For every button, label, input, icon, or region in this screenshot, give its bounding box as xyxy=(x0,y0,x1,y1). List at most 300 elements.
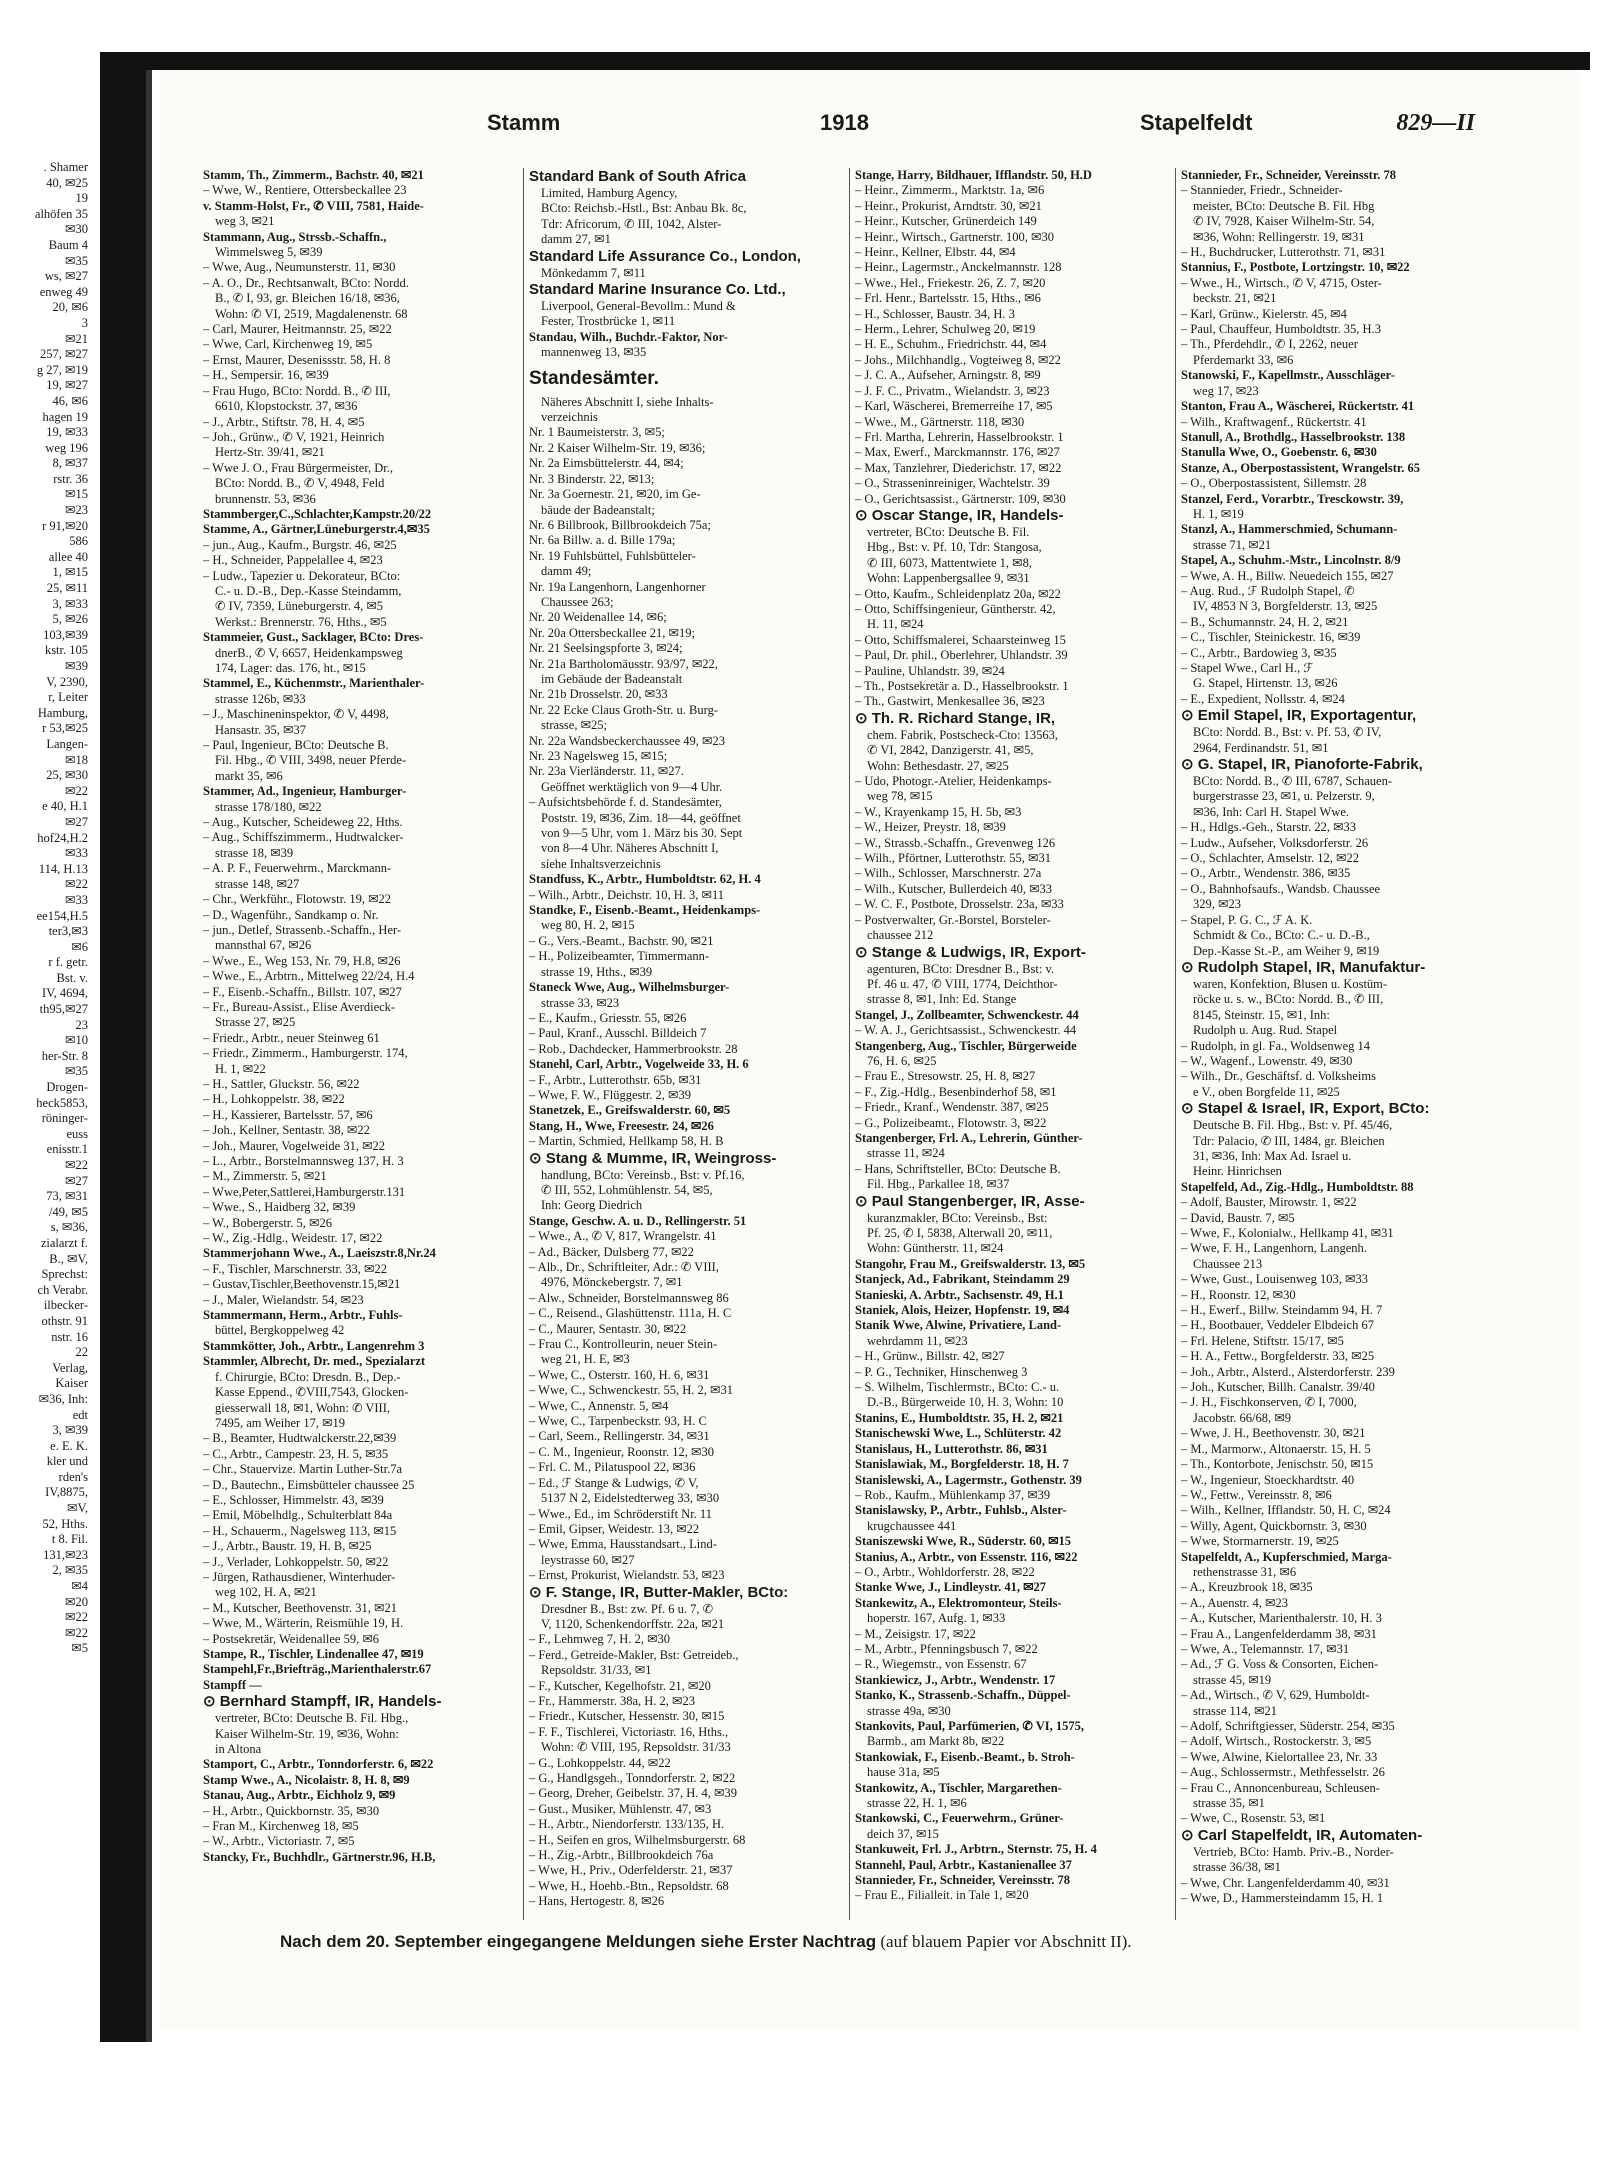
directory-entry-line: – Wwe., Hel., Friekestr. 26, Z. 7, ✉20 xyxy=(855,275,1046,290)
directory-entry-line: – Wwe, Alwine, Kielortallee 23, Nr. 33 xyxy=(1181,1749,1378,1764)
directory-entry-line: – Wwe, A. H., Billw. Neuedeich 155, ✉27 xyxy=(1181,568,1394,583)
directory-entry-line: – H., Arbtr., Quickbornstr. 35, ✉30 xyxy=(203,1803,380,1818)
directory-entry-line: – Adolf, Bauster, Mirowstr. 1, ✉22 xyxy=(1181,1195,1357,1210)
directory-entry-line: Stanze, A., Oberpostassistent, Wrangelstr. 65 xyxy=(1181,460,1421,475)
fragment-line: ✉15 xyxy=(65,487,88,502)
directory-entry-line: – Wwe, F. W., Flüggestr. 2, ✉39 xyxy=(529,1087,692,1102)
directory-entry-line: Hbg., Bst: v. Pf. 10, Tdr: Stangosa, xyxy=(867,540,1042,555)
fragment-line: hagen 19 xyxy=(42,409,88,424)
directory-entry-line: – Rudolph, in gl. Fa., Woldsenweg 14 xyxy=(1181,1038,1371,1053)
directory-entry-line: – C., Arbtr., Bardowieg 3, ✉35 xyxy=(1181,645,1337,660)
directory-entry-line: H. 1, ✉19 xyxy=(1193,506,1244,521)
directory-entry-line: – W., Wagenf., Lowenstr. 49, ✉30 xyxy=(1181,1053,1353,1068)
directory-entry-line: Stampff — xyxy=(203,1677,262,1692)
directory-entry-line: BCto: Nordd. B., Bst: v. Pf. 53, ✆ IV, xyxy=(1193,725,1382,740)
directory-entry-line: Staniek, Alois, Heizer, Hopfenstr. 19, ✉4 xyxy=(855,1303,1070,1318)
fragment-line: s, ✉36, xyxy=(50,1220,88,1235)
directory-entry-line: – Hans, Hertogestr. 8, ✉26 xyxy=(529,1894,665,1909)
directory-entry-line: v. Stamm-Holst, Fr., ✆ VIII, 7581, Haide- xyxy=(203,198,424,213)
directory-entry-line: – Wwe, Emma, Hausstandsart., Lind- xyxy=(529,1537,717,1552)
fragment-line: IV, 4694, xyxy=(42,986,88,1001)
directory-entry-line: Stankewitz, A., Elektromonteur, Steils- xyxy=(855,1595,1062,1610)
fragment-line: allee 40 xyxy=(48,549,88,564)
directory-entry-line: – Ernst, Prokurist, Wielandstr. 53, ✉23 xyxy=(529,1568,725,1583)
directory-entry-line: Nr. 23 Nagelsweg 15, ✉15; xyxy=(529,749,668,763)
directory-entry-line: – C., Maurer, Sentastr. 30, ✉22 xyxy=(529,1321,687,1336)
fragment-line: th95,✉27 xyxy=(39,1002,88,1017)
directory-entry-line: Dresdner B., Bst: zw. Pf. 6 u. 7, ✆ xyxy=(541,1601,714,1616)
directory-entry-line: Nr. 3a Goernestr. 21, ✉20, im Ge- xyxy=(529,487,701,502)
fragment-line: ee154,H.5 xyxy=(36,908,88,923)
directory-entry-line: – H., Schlosser, Baustr. 34, H. 3 xyxy=(855,306,1015,321)
directory-entry-line: H. 11, ✉24 xyxy=(867,617,924,632)
directory-entry-line: – Fr., Bureau-Assist., Elise Averdieck- xyxy=(203,999,396,1014)
directory-entry-line: – Wwe., E., Arbtrn., Mittelweg 22/24, H.4 xyxy=(203,969,415,984)
directory-entry-line: – Postverwalter, Gr.-Borstel, Borsteler- xyxy=(855,912,1051,927)
directory-entry-line: – J. C. A., Aufseher, Arningstr. 8, ✉9 xyxy=(855,368,1041,383)
directory-entry-line: – H., Roonstr. 12, ✉30 xyxy=(1181,1287,1296,1302)
directory-entry-line: – Wwe, C., Schwenckestr. 55, H. 2, ✉31 xyxy=(529,1383,733,1398)
directory-entry-line: – M., Arbtr., Pfenningsbusch 7, ✉22 xyxy=(855,1641,1038,1656)
directory-entry-line: – G., Vers.-Beamt., Bachstr. 90, ✉21 xyxy=(529,933,714,948)
fragment-line: r 91,✉20 xyxy=(42,518,88,533)
directory-entry-line: – Wilh., Kraftwagenf., Rückertstr. 41 xyxy=(1181,414,1367,429)
directory-entry-line: – Wwe, Carl, Kirchenweg 19, ✉5 xyxy=(203,337,373,352)
fragment-line: e. E. K. xyxy=(50,1438,88,1453)
directory-entry-line: BCto: Reichsb.-Hstl., Bst: Anbau Bk. 8c, xyxy=(541,201,747,216)
directory-entry-line: Stamp Wwe., A., Nicolaistr. 8, H. 8, ✉9 xyxy=(203,1772,410,1787)
directory-entry-line: ⊙ Paul Stangenberger, IR, Asse- xyxy=(855,1192,1085,1210)
directory-entry-line: D.-B., Bürgerweide 10, H. 3, Wohn: 10 xyxy=(867,1395,1064,1410)
directory-entry-line: Stanau, Aug., Arbtr., Eichholz 9, ✉9 xyxy=(203,1788,396,1803)
directory-entry-line: 329, ✉23 xyxy=(1193,897,1241,912)
directory-entry-line: – H., Zig.-Arbtr., Billbrookdeich 76a xyxy=(529,1848,714,1863)
directory-entry-line: Standau, Wilh., Buchdr.-Faktor, Nor- xyxy=(529,329,728,344)
directory-entry-line: – Joh., Kellner, Sentastr. 38, ✉22 xyxy=(203,1123,370,1138)
fragment-line: ✉4 xyxy=(71,1579,88,1594)
directory-entry-line: – Aug., Schiffszimmerm., Hudtwalcker- xyxy=(203,830,404,845)
directory-entry-line: – W., Zig.-Hdlg., Weidestr. 17, ✉22 xyxy=(203,1231,383,1246)
directory-entry-line: ⊙ Stapel & Israel, IR, Export, BCto: xyxy=(1181,1100,1430,1118)
directory-entry-line: – E., Kaufm., Griesstr. 55, ✉26 xyxy=(529,1010,687,1025)
directory-entry-line: – Ad., ℱ G. Voss & Consorten, Eichen- xyxy=(1181,1657,1379,1672)
directory-entry-line: – W., Strassb.-Schaffn., Grevenweg 126 xyxy=(855,835,1056,850)
fragment-line: 586 xyxy=(69,534,88,549)
directory-entry-line: – Paul, Chauffeur, Humboldtstr. 35, H.3 xyxy=(1181,322,1381,337)
directory-entry-line: Mönkedamm 7, ✉11 xyxy=(541,265,646,280)
directory-entry-line: – J. F. C., Privatm., Wielandstr. 3, ✉23 xyxy=(855,383,1050,398)
scan-edge-top xyxy=(100,52,1590,70)
column-divider xyxy=(849,168,850,1920)
directory-entry-line: Stamme, A., Gärtner,Lüneburgerstr.4,✉35 xyxy=(203,522,430,537)
directory-entry-line: Nr. 2a Eimsbüttelerstr. 44, ✉4; xyxy=(529,456,684,471)
directory-entry-line: Stanislewski, A., Lagermstr., Gothenstr. 39 xyxy=(855,1472,1082,1487)
directory-entry-line: Stanton, Frau A., Wäscherei, Rückertstr. 41 xyxy=(1181,399,1415,414)
directory-entry-line: ⊙ Oscar Stange, IR, Handels- xyxy=(855,506,1064,524)
directory-entry-line: – Karl, Grünw., Kielerstr. 45, ✉4 xyxy=(1181,306,1347,321)
directory-entry-line: mannsthal 67, ✉26 xyxy=(215,938,312,953)
fragment-line: 73, ✉31 xyxy=(46,1189,88,1204)
footer-notice: Nach dem 20. September eingegangene Meldungen siehe Erster Nachtrag xyxy=(280,1932,877,1951)
directory-entry-line: Kaiser Wilhelm-Str. 19, ✉36, Wohn: xyxy=(215,1726,399,1741)
column-divider xyxy=(1175,168,1176,1920)
directory-entry-line: – Max, Tanzlehrer, Diederichstr. 17, ✉22 xyxy=(855,460,1062,475)
directory-entry-line: – Heinr., Prokurist, Arndtstr. 30, ✉21 xyxy=(855,198,1042,213)
directory-entry-line: Stamport, C., Arbtr., Tonndorferstr. 6, ✉22 xyxy=(203,1757,434,1772)
directory-entry-line: – Wwe, C., Tarpenbeckstr. 93, H. C xyxy=(529,1414,707,1429)
fragment-line: 25, ✉30 xyxy=(46,768,88,783)
fragment-line: Bst. v. xyxy=(56,970,88,985)
directory-entry-line: – H., Kassierer, Bartelsstr. 57, ✉6 xyxy=(203,1107,373,1122)
header-year: 1918 xyxy=(820,110,869,135)
directory-entry-line: büttel, Bergkoppelweg 42 xyxy=(215,1323,345,1338)
directory-entry-line: Standard Life Assurance Co., London, xyxy=(529,247,801,265)
directory-entry-line: strasse 126b, ✉33 xyxy=(215,691,306,706)
directory-entry-line: damm 27, ✉1 xyxy=(541,232,611,247)
fragment-line: ✉30 xyxy=(65,222,88,237)
directory-entry-line: – Wwe, C., Rosenstr. 53, ✉1 xyxy=(1181,1811,1326,1826)
directory-entry-line: Staniszewski Wwe, R., Süderstr. 60, ✉15 xyxy=(855,1534,1072,1549)
directory-entry-line: chaussee 212 xyxy=(867,928,934,943)
directory-entry-line: burgerstrasse 23, ✉1, u. Pelzerstr. 9, xyxy=(1193,789,1375,804)
directory-entry-line: – J., Maschineninspektor, ✆ V, 4498, xyxy=(203,707,389,722)
directory-entry-line: – Paul, Dr. phil., Oberlehrer, Uhlandstr. 39 xyxy=(855,648,1068,663)
directory-entry-line: strasse 33, ✉23 xyxy=(541,995,620,1010)
directory-columns xyxy=(203,168,1483,1920)
directory-entry-line: – O., Arbtr., Wohldorferstr. 28, ✉22 xyxy=(855,1564,1035,1579)
directory-entry-line: – Frl. Helene, Stiftstr. 15/17, ✉5 xyxy=(1181,1333,1344,1348)
directory-entry-line: H. 1, ✉22 xyxy=(215,1061,266,1076)
directory-entry-line: Chaussee 213 xyxy=(1193,1256,1263,1271)
directory-entry-line: strasse 49a, ✉30 xyxy=(867,1703,951,1718)
directory-entry-line: 31, ✉36, Inh: Max Ad. Israel u. xyxy=(1193,1148,1352,1163)
directory-entry-line: – E., Expedient, Nollsstr. 4, ✉24 xyxy=(1181,691,1345,706)
directory-entry-line: – Frau E., Filialleit. in Tale 1, ✉20 xyxy=(855,1888,1029,1903)
directory-entry-line: 2964, Ferdinandstr. 51, ✉1 xyxy=(1193,740,1329,755)
directory-column-2 xyxy=(529,168,843,1920)
directory-entry-line: bäude der Badeanstalt; xyxy=(541,502,655,517)
directory-entry-line: – H. E., Schuhm., Friedrichstr. 44, ✉4 xyxy=(855,337,1047,352)
directory-entry-line: 7495, am Weiher 17, ✉19 xyxy=(215,1415,346,1430)
directory-entry-line: B., ✆ I, 93, gr. Bleichen 16/18, ✉36, xyxy=(215,291,400,306)
fragment-line: edt xyxy=(72,1407,88,1422)
fragment-line: 20, ✉6 xyxy=(52,300,88,315)
directory-entry-line: – F., Lehmweg 7, H. 2, ✉30 xyxy=(529,1632,671,1647)
directory-entry-line: – Frau A., Langenfelderdamm 38, ✉31 xyxy=(1181,1626,1377,1641)
directory-entry-line: – B., Beamter, Hudtwalckerstr.22,✉39 xyxy=(203,1431,397,1446)
directory-entry-line: weg 21, H. E, ✉3 xyxy=(541,1352,630,1367)
directory-entry-line: Nr. 2 Kaiser Wilhelm-Str. 19, ✉36; xyxy=(529,440,706,455)
directory-entry-line: e V., oben Borgfelde 11, ✉25 xyxy=(1193,1084,1340,1099)
directory-entry-line: verzeichnis xyxy=(541,410,598,425)
directory-entry-line: – Frl. Henr., Bartelsstr. 15, Hths., ✉6 xyxy=(855,291,1041,306)
directory-entry-line: – Ad., Wirtsch., ✆ V, 629, Humboldt- xyxy=(1181,1688,1370,1703)
directory-entry-line: Stannius, F., Postbote, Lortzingstr. 10, ✉22 xyxy=(1181,260,1410,275)
directory-entry-line: Tdr: Palacio, ✆ III, 1484, gr. Bleichen xyxy=(1193,1133,1385,1148)
directory-entry-line: – H., Sempersir. 16, ✉39 xyxy=(203,368,329,383)
directory-column-1 xyxy=(203,168,517,1920)
directory-entry-line: – Joh., Grünw., ✆ V, 1921, Heinrich xyxy=(203,429,385,444)
fragment-line: 19 xyxy=(75,191,88,206)
directory-entry-line: siehe Inhaltsverzeichnis xyxy=(541,856,661,871)
fragment-line: IV,8875, xyxy=(45,1485,88,1500)
fragment-line: ✉20 xyxy=(65,1594,88,1609)
directory-entry-line: – Th., Kontorbote, Jenischstr. 50, ✉15 xyxy=(1181,1457,1374,1472)
directory-entry-line: Stanko, K., Strassenb.-Schaffn., Düppel- xyxy=(855,1688,1071,1703)
directory-entry-line: – Joh., Arbtr., Alsterd., Alsterdorferstr. 239 xyxy=(1181,1364,1395,1379)
directory-entry-line: Stammerjohann Wwe., A., Laeiszstr.8,Nr.24 xyxy=(203,1246,436,1261)
directory-entry-line: – F., Arbtr., Lutterothstr. 65b, ✉31 xyxy=(529,1072,702,1087)
directory-entry-line: damm 49; xyxy=(541,564,592,579)
directory-entry-line: strasse 71, ✉21 xyxy=(1193,537,1272,552)
directory-entry-line: ⊙ Bernhard Stampff, IR, Handels- xyxy=(203,1693,442,1711)
directory-entry-line: Stanius, A., Arbtr., von Essenstr. 116, ✉22 xyxy=(855,1549,1078,1564)
directory-entry-line: – A., Kutscher, Marienthalerstr. 10, H. 3 xyxy=(1181,1611,1382,1626)
directory-entry-line: – H., Schauerm., Nagelsweg 113, ✉15 xyxy=(203,1523,397,1538)
directory-entry-line: markt 35, ✉6 xyxy=(215,768,283,783)
directory-entry-line: Wohn: ✆ VIII, 195, Repsoldstr. 31/33 xyxy=(541,1740,731,1755)
directory-entry-line: – W., Fettw., Vereinsstr. 8, ✉6 xyxy=(1181,1487,1332,1502)
directory-entry-line: – D., Bautechn., Eimsbütteler chaussee 25 xyxy=(203,1477,415,1492)
directory-entry-line: – Wilh., Kutscher, Bullerdeich 40, ✉33 xyxy=(855,881,1053,896)
directory-entry-line: – Frau Hugo, BCto: Nordd. B., ✆ III, xyxy=(203,383,391,398)
directory-entry-line: – Wwe, D., Hammersteindamm 15, H. 1 xyxy=(1181,1891,1384,1906)
directory-entry-line: ✆ IV, 7928, Kaiser Wilhelm-Str. 54, xyxy=(1193,214,1375,229)
directory-entry-line: Stannehl, Paul, Arbtr., Kastanienallee 37 xyxy=(855,1857,1072,1872)
directory-entry-line: – Wilh., Kellner, Ifflandstr. 50, H. C, ✉24 xyxy=(1181,1503,1391,1518)
directory-entry-line: – F. F., Tischlerei, Victoriastr. 16, Hths., xyxy=(529,1724,729,1739)
directory-entry-line: strasse 36/38, ✉1 xyxy=(1193,1860,1281,1875)
directory-entry-line: – Wilh., Arbtr., Deichstr. 10, H. 3, ✉11 xyxy=(529,887,725,902)
directory-entry-line: Vertrieb, BCto: Hamb. Priv.-B., Norder- xyxy=(1193,1844,1394,1859)
fragment-line: 22 xyxy=(75,1345,88,1360)
directory-entry-line: – Wwe, C., Osterstr. 160, H. 6, ✉31 xyxy=(529,1367,710,1382)
directory-entry-line: – Emil, Möbelhdlg., Schulterblatt 84a xyxy=(203,1508,393,1523)
directory-entry-line: Standard Marine Insurance Co. Ltd., xyxy=(529,281,786,299)
directory-entry-line: Fil. Hbg., Parkallee 18, ✉37 xyxy=(867,1177,1010,1192)
directory-entry-line: – Wwe, A., Telemannstr. 17, ✉31 xyxy=(1181,1641,1350,1656)
directory-entry-line: 6610, Klopstockstr. 37, ✉36 xyxy=(215,399,358,414)
directory-entry-line: – jun., Detlef, Strassenb.-Schaffn., Her- xyxy=(203,922,402,937)
fragment-line: B., ✉V, xyxy=(49,1251,88,1266)
directory-entry-line: – F., Zig.-Hdlg., Besenbinderhof 58, ✉1 xyxy=(855,1084,1057,1099)
directory-entry-line: – Heinr., Kellner, Elbstr. 44, ✉4 xyxy=(855,245,1016,260)
directory-entry-line: – H., Hdlgs.-Geh., Starstr. 22, ✉33 xyxy=(1181,820,1357,835)
directory-entry-line: Stapelfeldt, A., Kupferschmied, Marga- xyxy=(1181,1549,1392,1564)
fragment-line: her-Str. 8 xyxy=(41,1048,88,1063)
fragment-line: ilbecker- xyxy=(43,1298,88,1313)
directory-entry-line: – L., Arbtr., Borstelmannsweg 137, H. 3 xyxy=(203,1154,404,1168)
directory-entry-line: Nr. 23a Vierländerstr. 11, ✉27. xyxy=(529,764,684,779)
directory-entry-line: – Ad., Bäcker, Dulsberg 77, ✉22 xyxy=(529,1244,694,1259)
directory-entry-line: Stankowiak, F., Eisenb.-Beamt., b. Stroh- xyxy=(855,1749,1075,1764)
fragment-line: t 8. Fil. xyxy=(51,1532,88,1547)
fragment-line: ✉22 xyxy=(65,783,88,798)
directory-entry-line: Stannieder, Fr., Schneider, Vereinsstr. 78 xyxy=(855,1873,1070,1888)
directory-entry-line: – Stapel, P. G. C., ℱ A. K. xyxy=(1181,912,1313,927)
directory-entry-line: – Udo, Photogr.-Atelier, Heidenkamps- xyxy=(855,774,1052,789)
directory-entry-line: – Fr., Hammerstr. 38a, H. 2, ✉23 xyxy=(529,1693,696,1708)
directory-entry-line: – O., Schlachter, Amselstr. 12, ✉22 xyxy=(1181,851,1360,866)
directory-entry-line: – Wwe., Ed., im Schröderstift Nr. 11 xyxy=(529,1506,712,1521)
directory-entry-line: – H., Bootbauer, Veddeler Elbdeich 67 xyxy=(1181,1318,1374,1333)
directory-entry-line: – Stapel Wwe., Carl H., ℱ xyxy=(1181,661,1314,675)
directory-entry-line: 5137 N 2, Eidelstedterweg 33, ✉30 xyxy=(541,1491,720,1506)
directory-entry-line: Stammel, E., Küchenmstr., Marienthaler- xyxy=(203,676,425,691)
directory-entry-line: meister, BCto: Deutsche B. Fil. Hbg xyxy=(1193,198,1375,213)
directory-entry-line: – Georg, Dreher, Geibelstr. 37, H. 4, ✉39 xyxy=(529,1786,737,1801)
directory-entry-line: – Otto, Kaufm., Schleidenplatz 20a, ✉22 xyxy=(855,586,1061,601)
fragment-line: ✉5 xyxy=(71,1641,88,1656)
directory-entry-line: röcke u. s. w., BCto: Nordd. B., ✆ III, xyxy=(1193,992,1384,1007)
directory-entry-line: – Wwe., M., Gärtnerstr. 118, ✉30 xyxy=(855,414,1025,429)
directory-entry-line: wehrdamm 11, ✉23 xyxy=(867,1333,968,1348)
directory-entry-line: Stankowski, C., Feuerwehrm., Grüner- xyxy=(855,1811,1064,1826)
fragment-line: Verlag, xyxy=(52,1360,88,1375)
fragment-line: 3, ✉33 xyxy=(52,596,88,611)
directory-entry-line: – Wilh., Schlosser, Marschnerstr. 27a xyxy=(855,866,1042,881)
directory-entry-line: – C. M., Ingenieur, Roonstr. 12, ✉30 xyxy=(529,1444,714,1459)
fragment-line: Hamburg, xyxy=(37,705,88,720)
directory-entry-line: Stammler, Albrecht, Dr. med., Spezialarzt xyxy=(203,1354,426,1369)
directory-entry-line: weg 78, ✉15 xyxy=(867,789,933,804)
fragment-line: ✉22 xyxy=(65,1625,88,1640)
directory-entry-line: – O., Bahnhofsaufs., Wandsb. Chaussee xyxy=(1181,881,1381,896)
directory-entry-line: Nr. 22a Wandsbeckerchaussee 49, ✉23 xyxy=(529,733,725,748)
directory-entry-line: Barmb., am Markt 8b, ✉22 xyxy=(867,1734,1005,1749)
directory-entry-line: strasse 18, ✉39 xyxy=(215,845,294,860)
directory-entry-line: Jacobstr. 66/68, ✉9 xyxy=(1193,1410,1291,1425)
footer-note xyxy=(280,1932,1480,1952)
directory-entry-line: – Hans, Schriftsteller, BCto: Deutsche B. xyxy=(855,1161,1061,1176)
fragment-line: ✉6 xyxy=(71,939,88,954)
directory-entry-line: – Wwe., H., Wirtsch., ✆ V, 4715, Oster- xyxy=(1181,275,1382,290)
directory-entry-line: – Friedr., Zimmerm., Hamburgerstr. 174, xyxy=(203,1046,408,1061)
directory-entry-line: deich 37, ✉15 xyxy=(867,1826,939,1841)
directory-entry-line: – Frau C., Annoncenbureau, Schleusen- xyxy=(1181,1780,1380,1795)
directory-entry-line: ✉36, Inh: Carl H. Stapel Wwe. xyxy=(1193,804,1350,819)
directory-entry-line: – Adolf, Wirtsch., Rostockerstr. 3, ✉5 xyxy=(1181,1734,1372,1749)
fragment-line: rstr. 36 xyxy=(53,471,88,486)
directory-entry-line: – Ludw., Aufseher, Volksdorferstr. 26 xyxy=(1181,835,1369,850)
fragment-line: ✉10 xyxy=(65,1033,88,1048)
directory-entry-line: weg 80, H. 2, ✉15 xyxy=(541,918,635,933)
directory-entry-line: Stankuweit, Frl. J., Arbtrn., Sternstr. 75, H. 4 xyxy=(855,1842,1097,1857)
directory-entry-line: Schmidt & Co., BCto: C.- u. D.-B., xyxy=(1193,928,1370,943)
directory-entry-line: – Adolf, Schriftgiesser, Süderstr. 254, ✉35 xyxy=(1181,1719,1395,1733)
directory-entry-line: – Wwe, J. H., Beethovenstr. 30, ✉21 xyxy=(1181,1426,1366,1441)
fragment-line: ter3,✉3 xyxy=(48,924,88,939)
directory-entry-line: – Wilh., Dr., Geschäftsf. d. Volksheims xyxy=(1181,1069,1376,1084)
directory-entry-line: 8145, Steinstr. 15, ✉1, Inh: xyxy=(1193,1007,1330,1022)
fragment-line: ✉23 xyxy=(65,503,88,518)
directory-column-4 xyxy=(1181,168,1483,1920)
fragment-line: ✉33 xyxy=(65,892,88,907)
directory-entry-line: Fil. Hbg., ✆ VIII, 3498, neuer Pferde- xyxy=(215,753,407,768)
directory-entry-line: – J., Verlader, Lohkoppelstr. 50, ✉22 xyxy=(203,1554,389,1569)
directory-entry-line: – H., Seifen en gros, Wilhelmsburgerstr. 68 xyxy=(529,1832,746,1847)
directory-entry-line: strasse, ✉25; xyxy=(541,718,608,733)
directory-entry-line: hoperstr. 167, Aufg. 1, ✉33 xyxy=(867,1611,1006,1626)
directory-entry-line: – H., Schneider, Pappelallee 4, ✉23 xyxy=(203,553,383,568)
directory-entry-line: – Herm., Lehrer, Schulweg 20, ✉19 xyxy=(855,322,1036,337)
fragment-line: e 40, H.1 xyxy=(42,799,88,814)
directory-entry-line: BCto: Nordd. B., ✆ V, 4948, Feld xyxy=(215,476,385,491)
fragment-line: r 53,✉25 xyxy=(42,721,88,736)
directory-entry-line: Hansastr. 35, ✉37 xyxy=(215,722,307,737)
directory-entry-line: Tdr: Africorum, ✆ III, 1042, Alster- xyxy=(541,216,722,231)
scan-gutter xyxy=(146,70,152,2042)
directory-entry-line: – Rob., Kaufm., Mühlenkamp 37, ✉39 xyxy=(855,1487,1051,1502)
directory-entry-line: Stankovits, Paul, Parfümerien, ✆ VI, 1575, xyxy=(855,1719,1084,1733)
directory-entry-line: ✆ IV, 7359, Lüneburgerstr. 4, ✉5 xyxy=(215,599,384,614)
directory-entry-line: handlung, BCto: Vereinsb., Bst: v. Pf.16, xyxy=(541,1167,745,1182)
directory-entry-line: dnerB., ✆ V, 6657, Heidenkampsweg xyxy=(215,645,403,660)
directory-entry-line: – Alw., Schneider, Borstelmannsweg 86 xyxy=(529,1290,729,1305)
directory-entry-line: Wohn: Bethesdastr. 27, ✉25 xyxy=(867,758,1009,773)
directory-entry-line: Heinr. Hinrichsen xyxy=(1193,1164,1282,1179)
directory-entry-line: Stamm, Th., Zimmerm., Bachstr. 40, ✉21 xyxy=(203,168,424,182)
directory-entry-line: Stannieder, Fr., Schneider, Vereinsstr. 78 xyxy=(1181,168,1396,182)
directory-entry-line: Liverpool, General-Bevollm.: Mund & xyxy=(541,299,736,314)
fragment-line: kstr. 105 xyxy=(44,643,88,658)
directory-entry-line: Stangenberger, Frl. A., Lehrerin, Günther- xyxy=(855,1130,1083,1145)
directory-entry-line: – Fran M., Kirchenweg 18, ✉5 xyxy=(203,1819,359,1834)
directory-entry-line: – Aug., Kutscher, Scheideweg 22, Hths. xyxy=(203,815,403,830)
directory-entry-line: Stampehl,Fr.,Briefträg.,Marienthalerstr.67 xyxy=(203,1662,432,1677)
directory-entry-line: agenturen, BCto: Dresdner B., Bst: v. xyxy=(867,961,1055,976)
running-header xyxy=(205,110,1475,146)
fragment-line: 2, ✉35 xyxy=(52,1563,88,1578)
fragment-line: r, Leiter xyxy=(48,690,88,705)
fragment-line: ✉35 xyxy=(65,1064,88,1079)
directory-entry-line: Stancky, Fr., Buchhdlr., Gärtnerstr.96, H.B, xyxy=(203,1849,436,1864)
directory-entry-line: – Heinr., Lagermstr., Anckelmannstr. 128 xyxy=(855,260,1062,275)
fragment-line: 40, ✉25 xyxy=(46,175,88,190)
directory-entry-line: – Paul, Kranf., Ausschl. Billdeich 7 xyxy=(529,1026,707,1041)
directory-entry-line: – Aug., Schlossermstr., Methfesselstr. 26 xyxy=(1181,1765,1385,1780)
directory-entry-line: – Wwe, Stormarnerstr. 19, ✉25 xyxy=(1181,1534,1339,1549)
directory-entry-line: – David, Baustr. 7, ✉5 xyxy=(1181,1210,1295,1225)
directory-entry-line: Nr. 19a Langenhorn, Langenhorner xyxy=(529,579,706,594)
directory-entry-line: Stammann, Aug., Strssb.-Schaffn., xyxy=(203,229,387,244)
directory-entry-line: von 8—4 Uhr. Näheres Abschnitt I, xyxy=(541,841,719,856)
directory-entry-line: Nr. 6a Billw. a. d. Bille 179a; xyxy=(529,533,676,548)
fragment-line: ✉27 xyxy=(65,814,88,829)
directory-entry-line: Nr. 20a Ottersbeckallee 21, ✉19; xyxy=(529,625,695,640)
directory-entry-line: – G., Lohkoppelstr. 44, ✉22 xyxy=(529,1755,671,1770)
directory-entry-line: – Karl, Wäscherei, Bremerreihe 17, ✉5 xyxy=(855,399,1053,414)
directory-entry-line: – Alb., Dr., Schriftleiter, Adr.: ✆ VIII, xyxy=(529,1260,719,1274)
directory-entry-line: IV, 4853 N 3, Borgfelderstr. 13, ✉25 xyxy=(1193,599,1378,614)
fragment-line: 46, ✉6 xyxy=(52,393,88,408)
fragment-line: V, 2390, xyxy=(46,674,88,689)
directory-entry-line: weg 17, ✉23 xyxy=(1193,383,1259,398)
fragment-line: r f. getr. xyxy=(48,955,88,970)
directory-entry-line: – W., Bobergerstr. 5, ✉26 xyxy=(203,1215,332,1230)
directory-entry-line: – H., Polizeibeamter, Timmermann- xyxy=(529,949,710,964)
directory-entry-line: Stankiewicz, J., Arbtr., Wendenstr. 17 xyxy=(855,1672,1056,1687)
directory-entry-line: – Joh., Kutscher, Billh. Canalstr. 39/40 xyxy=(1181,1380,1375,1395)
directory-entry-line: Limited, Hamburg Agency, xyxy=(541,186,678,200)
fragment-line: euss xyxy=(66,1126,88,1141)
directory-entry-line: von 9—5 Uhr, vom 1. März bis 30. Sept xyxy=(541,826,743,841)
directory-entry-line: – Stannieder, Friedr., Schneider- xyxy=(1181,183,1343,198)
directory-entry-line: Stanull, A., Brothdlg., Hasselbrookstr. 138 xyxy=(1181,429,1406,444)
directory-entry-line: – J., Arbtr., Baustr. 19, H. B, ✉25 xyxy=(203,1539,372,1554)
directory-entry-line: Wimmelsweg 5, ✉39 xyxy=(215,245,323,260)
directory-entry-line: – O., Gerichtsassist., Gärtnerstr. 109, ✉30 xyxy=(855,491,1066,506)
